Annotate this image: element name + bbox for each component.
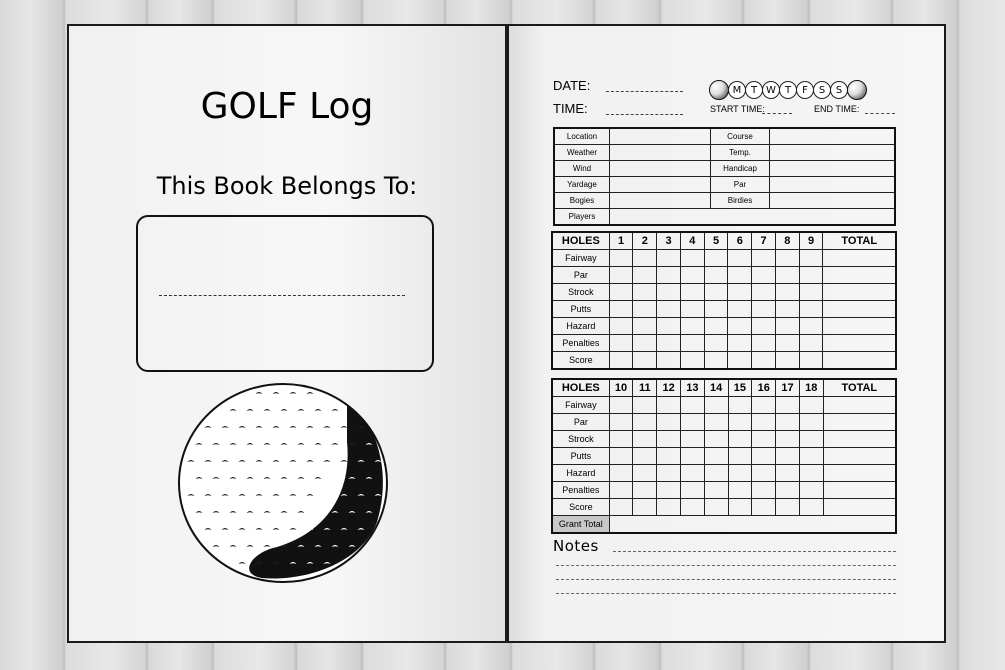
score-row-label: Par (552, 414, 609, 431)
day-monday[interactable]: M (728, 81, 746, 99)
score-cell[interactable] (776, 431, 800, 448)
score-cell[interactable] (752, 482, 776, 499)
day-tuesday[interactable]: T (745, 81, 763, 99)
info-field[interactable] (610, 128, 711, 145)
score-cell[interactable] (823, 414, 896, 431)
score-cell[interactable] (633, 284, 657, 301)
score-cell[interactable] (752, 414, 776, 431)
holes-header: HOLES (552, 232, 609, 250)
score-cell[interactable] (704, 267, 728, 284)
info-row (554, 177, 895, 193)
score-row (552, 414, 896, 431)
score-cell[interactable] (609, 465, 633, 482)
score-cell[interactable] (657, 352, 681, 370)
score-cell[interactable] (728, 335, 752, 352)
info-field[interactable] (770, 161, 896, 177)
score-row (552, 318, 896, 335)
score-cell[interactable] (752, 301, 776, 318)
info-row (554, 193, 895, 209)
time-label: TIME: (553, 101, 588, 116)
score-cell[interactable] (680, 465, 704, 482)
score-cell[interactable] (609, 318, 633, 335)
info-label: Par (711, 177, 770, 193)
score-cell[interactable] (823, 482, 896, 499)
score-cell[interactable] (823, 397, 896, 414)
day-wednesday[interactable]: W (762, 81, 780, 99)
holes-header-row (552, 379, 896, 397)
score-cell[interactable] (823, 284, 896, 301)
score-cell[interactable] (657, 414, 681, 431)
score-cell[interactable] (823, 250, 896, 267)
hole-number: 4 (680, 232, 704, 250)
score-cell[interactable] (728, 318, 752, 335)
info-field[interactable] (610, 145, 711, 161)
score-cell[interactable] (657, 335, 681, 352)
score-row-label: Strock (552, 284, 609, 301)
score-cell[interactable] (609, 482, 633, 499)
score-cell[interactable] (752, 499, 776, 516)
score-row (552, 397, 896, 414)
info-row (554, 128, 895, 145)
hole-number: 1 (609, 232, 633, 250)
info-label: Players (554, 209, 610, 226)
score-cell[interactable] (633, 499, 657, 516)
golf-ball-icon (847, 80, 867, 100)
front-nine-scorecard (551, 231, 897, 370)
score-cell[interactable] (776, 499, 800, 516)
score-cell[interactable] (704, 301, 728, 318)
hole-number: 7 (752, 232, 776, 250)
score-cell[interactable] (728, 301, 752, 318)
score-cell[interactable] (680, 482, 704, 499)
end-time-label: END TIME: (814, 104, 860, 114)
score-row-label: Putts (552, 301, 609, 318)
score-cell[interactable] (704, 335, 728, 352)
score-row-label: Penalties (552, 335, 609, 352)
score-cell[interactable] (775, 301, 799, 318)
score-cell[interactable] (704, 482, 728, 499)
score-cell[interactable] (799, 499, 823, 516)
score-cell[interactable] (823, 318, 896, 335)
time-field[interactable] (606, 114, 683, 115)
score-cell[interactable] (680, 301, 704, 318)
score-cell[interactable] (775, 284, 799, 301)
score-row-label: Hazard (552, 318, 609, 335)
date-label: DATE: (553, 78, 591, 93)
belongs-to-heading: This Book Belongs To: (156, 172, 418, 200)
hole-number: 11 (633, 379, 657, 397)
info-label: Course (711, 128, 770, 145)
hole-number: 6 (728, 232, 752, 250)
hole-number: 16 (752, 379, 776, 397)
score-cell[interactable] (823, 335, 896, 352)
info-row (554, 209, 895, 226)
holes-header-row (552, 232, 896, 250)
score-cell[interactable] (633, 482, 657, 499)
right-page (507, 24, 946, 643)
score-row-label: Fairway (552, 250, 609, 267)
score-cell[interactable] (728, 352, 752, 370)
grand-total-label: Grant Total (552, 516, 609, 534)
score-cell[interactable] (680, 267, 704, 284)
hole-number: 8 (775, 232, 799, 250)
start-time-field[interactable] (762, 113, 792, 114)
score-cell[interactable] (609, 301, 633, 318)
info-row (554, 145, 895, 161)
score-cell[interactable] (823, 431, 896, 448)
score-cell[interactable] (775, 335, 799, 352)
notes-line[interactable] (556, 565, 896, 566)
score-cell[interactable] (776, 397, 800, 414)
score-cell[interactable] (728, 448, 752, 465)
info-field[interactable] (770, 145, 896, 161)
score-cell[interactable] (752, 448, 776, 465)
score-cell[interactable] (775, 267, 799, 284)
score-cell[interactable] (680, 431, 704, 448)
score-cell[interactable] (680, 335, 704, 352)
score-cell[interactable] (752, 318, 776, 335)
score-cell[interactable] (633, 250, 657, 267)
score-cell[interactable] (609, 431, 633, 448)
score-cell[interactable] (776, 465, 800, 482)
hole-number: 14 (704, 379, 728, 397)
score-cell[interactable] (775, 250, 799, 267)
score-cell[interactable] (799, 335, 823, 352)
day-saturday[interactable]: S (813, 81, 831, 99)
score-row-label: Penalties (552, 482, 609, 499)
score-cell[interactable] (704, 250, 728, 267)
score-cell[interactable] (728, 499, 752, 516)
score-cell[interactable] (633, 431, 657, 448)
notes-line[interactable] (613, 551, 896, 552)
score-cell[interactable] (657, 267, 681, 284)
notes-line[interactable] (556, 593, 896, 594)
score-cell[interactable] (752, 267, 776, 284)
score-cell[interactable] (799, 250, 823, 267)
score-cell[interactable] (704, 499, 728, 516)
score-cell[interactable] (823, 267, 896, 284)
score-cell[interactable] (823, 499, 896, 516)
score-cell[interactable] (704, 414, 728, 431)
score-cell[interactable] (633, 414, 657, 431)
info-field[interactable] (610, 193, 711, 209)
score-cell[interactable] (680, 499, 704, 516)
score-cell[interactable] (633, 301, 657, 318)
info-row (554, 161, 895, 177)
score-cell[interactable] (633, 267, 657, 284)
score-cell[interactable] (799, 448, 823, 465)
day-friday[interactable]: F (796, 81, 814, 99)
score-cell[interactable] (775, 352, 799, 370)
score-cell[interactable] (728, 482, 752, 499)
score-row (552, 267, 896, 284)
score-cell[interactable] (799, 352, 823, 370)
score-row (552, 499, 896, 516)
hole-number: 15 (728, 379, 752, 397)
hole-number: 12 (657, 379, 681, 397)
score-cell[interactable] (704, 397, 728, 414)
info-label: Wind (554, 161, 610, 177)
score-cell[interactable] (633, 335, 657, 352)
score-cell[interactable] (680, 284, 704, 301)
score-cell[interactable] (609, 284, 633, 301)
hole-number: 2 (633, 232, 657, 250)
score-cell[interactable] (728, 250, 752, 267)
score-cell[interactable] (657, 499, 681, 516)
score-cell[interactable] (680, 250, 704, 267)
score-row (552, 335, 896, 352)
score-cell[interactable] (728, 465, 752, 482)
score-cell[interactable] (823, 352, 896, 370)
hole-number: 13 (680, 379, 704, 397)
score-cell[interactable] (633, 465, 657, 482)
score-cell[interactable] (776, 482, 800, 499)
info-field[interactable] (770, 193, 896, 209)
score-cell[interactable] (799, 482, 823, 499)
score-cell[interactable] (657, 284, 681, 301)
score-cell[interactable] (823, 448, 896, 465)
info-label: Yardage (554, 177, 610, 193)
score-cell[interactable] (799, 465, 823, 482)
score-cell[interactable] (680, 414, 704, 431)
score-cell[interactable] (633, 448, 657, 465)
owner-name-box[interactable] (136, 215, 434, 372)
score-cell[interactable] (799, 397, 823, 414)
score-cell[interactable] (728, 267, 752, 284)
golf-ball-icon (709, 80, 729, 100)
info-label: Birdies (711, 193, 770, 209)
back-nine-scorecard (551, 378, 897, 534)
score-row (552, 301, 896, 318)
score-row (552, 448, 896, 465)
score-cell[interactable] (799, 284, 823, 301)
day-sunday[interactable]: S (830, 81, 848, 99)
score-row (552, 431, 896, 448)
score-cell[interactable] (680, 352, 704, 370)
score-cell[interactable] (680, 318, 704, 335)
score-row (552, 465, 896, 482)
score-cell[interactable] (752, 352, 776, 370)
total-header: TOTAL (823, 379, 896, 397)
info-label: Weather (554, 145, 610, 161)
score-cell[interactable] (799, 301, 823, 318)
score-cell[interactable] (609, 397, 633, 414)
score-cell[interactable] (657, 465, 681, 482)
notes-line[interactable] (556, 579, 896, 580)
score-cell[interactable] (752, 465, 776, 482)
score-row (552, 482, 896, 499)
score-row-label: Hazard (552, 465, 609, 482)
score-cell[interactable] (752, 284, 776, 301)
date-field[interactable] (606, 91, 683, 92)
score-cell[interactable] (633, 397, 657, 414)
info-field[interactable] (770, 128, 896, 145)
golf-ball-illustration (177, 382, 390, 585)
score-cell[interactable] (752, 397, 776, 414)
score-row-label: Fairway (552, 397, 609, 414)
score-row (552, 250, 896, 267)
score-cell[interactable] (775, 318, 799, 335)
score-cell[interactable] (657, 431, 681, 448)
score-cell[interactable] (728, 431, 752, 448)
holes-header: HOLES (552, 379, 609, 397)
players-field[interactable] (610, 209, 896, 226)
score-cell[interactable] (609, 414, 633, 431)
score-row-label: Putts (552, 448, 609, 465)
score-cell[interactable] (657, 482, 681, 499)
score-cell[interactable] (752, 250, 776, 267)
score-row (552, 352, 896, 370)
score-cell[interactable] (609, 352, 633, 370)
info-field[interactable] (610, 161, 711, 177)
score-cell[interactable] (609, 250, 633, 267)
grand-total-row (552, 516, 896, 534)
score-cell[interactable] (680, 397, 704, 414)
total-header: TOTAL (823, 232, 896, 250)
score-cell[interactable] (799, 267, 823, 284)
score-cell[interactable] (657, 318, 681, 335)
notes-label: Notes (553, 537, 599, 555)
score-cell[interactable] (704, 465, 728, 482)
score-cell[interactable] (752, 431, 776, 448)
hole-number: 17 (776, 379, 800, 397)
owner-name-line (159, 295, 405, 296)
start-time-label: START TIME: (710, 104, 765, 114)
score-cell[interactable] (657, 397, 681, 414)
score-cell[interactable] (704, 448, 728, 465)
hole-number: 9 (799, 232, 823, 250)
weekday-selector (709, 80, 867, 100)
score-row-label: Score (552, 352, 609, 370)
score-cell[interactable] (799, 414, 823, 431)
score-cell[interactable] (752, 335, 776, 352)
score-cell[interactable] (799, 431, 823, 448)
score-row (552, 284, 896, 301)
end-time-field[interactable] (865, 113, 895, 114)
score-cell[interactable] (633, 352, 657, 370)
score-cell[interactable] (609, 499, 633, 516)
info-field[interactable] (770, 177, 896, 193)
day-thursday[interactable]: T (779, 81, 797, 99)
score-cell[interactable] (728, 397, 752, 414)
round-info-table (553, 127, 896, 226)
info-label: Bogies (554, 193, 610, 209)
score-cell[interactable] (657, 448, 681, 465)
score-cell[interactable] (799, 318, 823, 335)
score-cell[interactable] (609, 448, 633, 465)
score-row-label: Score (552, 499, 609, 516)
score-cell[interactable] (823, 301, 896, 318)
hole-number: 18 (799, 379, 823, 397)
info-label: Handicap (711, 161, 770, 177)
score-row-label: Strock (552, 431, 609, 448)
score-cell[interactable] (728, 284, 752, 301)
score-cell[interactable] (823, 465, 896, 482)
score-cell[interactable] (609, 267, 633, 284)
score-cell[interactable] (657, 301, 681, 318)
score-cell[interactable] (657, 250, 681, 267)
score-cell[interactable] (704, 431, 728, 448)
info-label: Temp. (711, 145, 770, 161)
left-page (67, 24, 507, 643)
info-label: Location (554, 128, 610, 145)
score-cell[interactable] (728, 414, 752, 431)
hole-number: 10 (609, 379, 633, 397)
score-cell[interactable] (609, 335, 633, 352)
score-cell[interactable] (633, 318, 657, 335)
score-cell[interactable] (704, 284, 728, 301)
score-cell[interactable] (776, 448, 800, 465)
score-row-label: Par (552, 267, 609, 284)
score-cell[interactable] (704, 318, 728, 335)
info-field[interactable] (610, 177, 711, 193)
hole-number: 5 (704, 232, 728, 250)
grand-total-field[interactable] (609, 516, 896, 534)
page-title: GOLF Log (200, 86, 374, 127)
score-cell[interactable] (704, 352, 728, 370)
score-cell[interactable] (776, 414, 800, 431)
score-cell[interactable] (680, 448, 704, 465)
hole-number: 3 (657, 232, 681, 250)
